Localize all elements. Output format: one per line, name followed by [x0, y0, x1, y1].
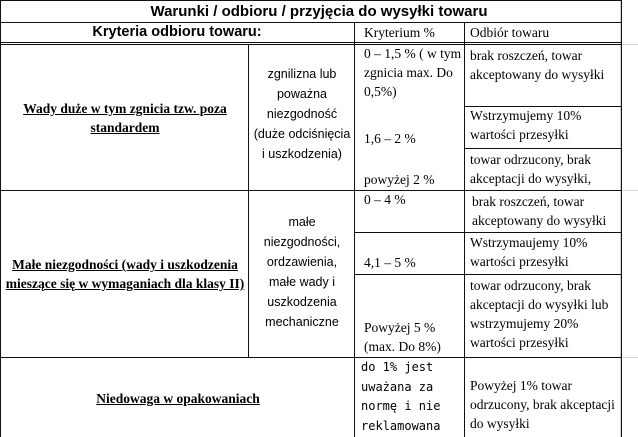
- row-2-sub-criterion: małe niezgodności, ordzawienia, małe wady i uszkodzenia mechaniczne: [263, 215, 341, 329]
- row-1-level-1-pct: 0 – 1,5 % ( w tym zgnicia max. Do 0,5%): [364, 46, 462, 99]
- row-2-level-1-odbior: brak roszczeń, towar akceptowany do wysyłki: [472, 194, 607, 228]
- table-border: [464, 148, 622, 149]
- row-1-level-2-odbior: Wstrzymujemy 10% wartości przesyłki: [470, 108, 582, 142]
- table-border: [354, 232, 622, 233]
- row-2-level-2-pct: 4,1 – 5 %: [364, 255, 416, 270]
- row-2-level-1-pct: 0 – 4 %: [364, 192, 406, 207]
- row-3-main-criterion: Niedowaga w opakowaniach: [96, 390, 260, 406]
- sheet-gridline: [620, 44, 638, 45]
- table-border: [0, 190, 622, 191]
- row-1-main-criterion: Wady duże w tym zgnicia tzw. poza standardem: [23, 100, 227, 135]
- row-1-level-3-pct: powyżej 2 %: [364, 172, 435, 187]
- row-3-level-1-pct: do 1% jest uważana za normę i nie reklamowana: [361, 360, 441, 433]
- row-1-level-2-pct: 1,6 – 2 %: [364, 131, 416, 146]
- header-kryterium-pct: Kryterium %: [364, 25, 435, 40]
- table-border: [464, 22, 465, 437]
- row-1-level-3-odbior: towar odrzucony, brak akceptacji do wysyłki,: [470, 152, 592, 186]
- table-border: [0, 0, 1, 437]
- sheet-gridline: [620, 190, 638, 191]
- row-2-main-criterion: Małe niezgodności (wady i uszkodzenia mieszące się w wymaganiach dla klasy II): [5, 257, 245, 291]
- table-border: [354, 274, 622, 275]
- table-border: [0, 44, 622, 45]
- table-border: [248, 44, 249, 357]
- header-kryteria: Kryteria odbioru towaru:: [92, 24, 262, 40]
- header-odbior: Odbiór towaru: [470, 25, 550, 40]
- row-2-level-2-odbior: Wstrzymaujemy 10% wartości przesyłki: [470, 235, 588, 269]
- table-title: Warunki / odbioru / przyjęcia do wysyłki towaru: [150, 3, 488, 20]
- table-border: [621, 0, 622, 437]
- table-border: [464, 106, 622, 107]
- row-3-level-1-odbior: Powyżej 1% towar odrzucony, brak akceptacji do wysyłki: [470, 378, 615, 431]
- table-border: [0, 42, 622, 43]
- table-border: [0, 357, 622, 358]
- sheet-gridline: [620, 357, 638, 358]
- row-1-level-1-odbior: brak roszczeń, towar akceptowany do wysyłki: [470, 48, 605, 82]
- table-border: [354, 22, 355, 437]
- table-border: [0, 22, 622, 23]
- row-1-sub-criterion: zgnilizna lub poważna niezgodność (duże odciśnięcia i uszkodzenia): [253, 67, 351, 161]
- table-border: [0, 0, 622, 1]
- row-2-level-3-odbior: towar odrzucony, brak akceptacji do wysyłki lub wstrzymujemy 20% wartości przesyłki: [470, 278, 609, 350]
- row-2-level-3-pct: Powyżej 5 % (max. Do 8%): [364, 320, 441, 354]
